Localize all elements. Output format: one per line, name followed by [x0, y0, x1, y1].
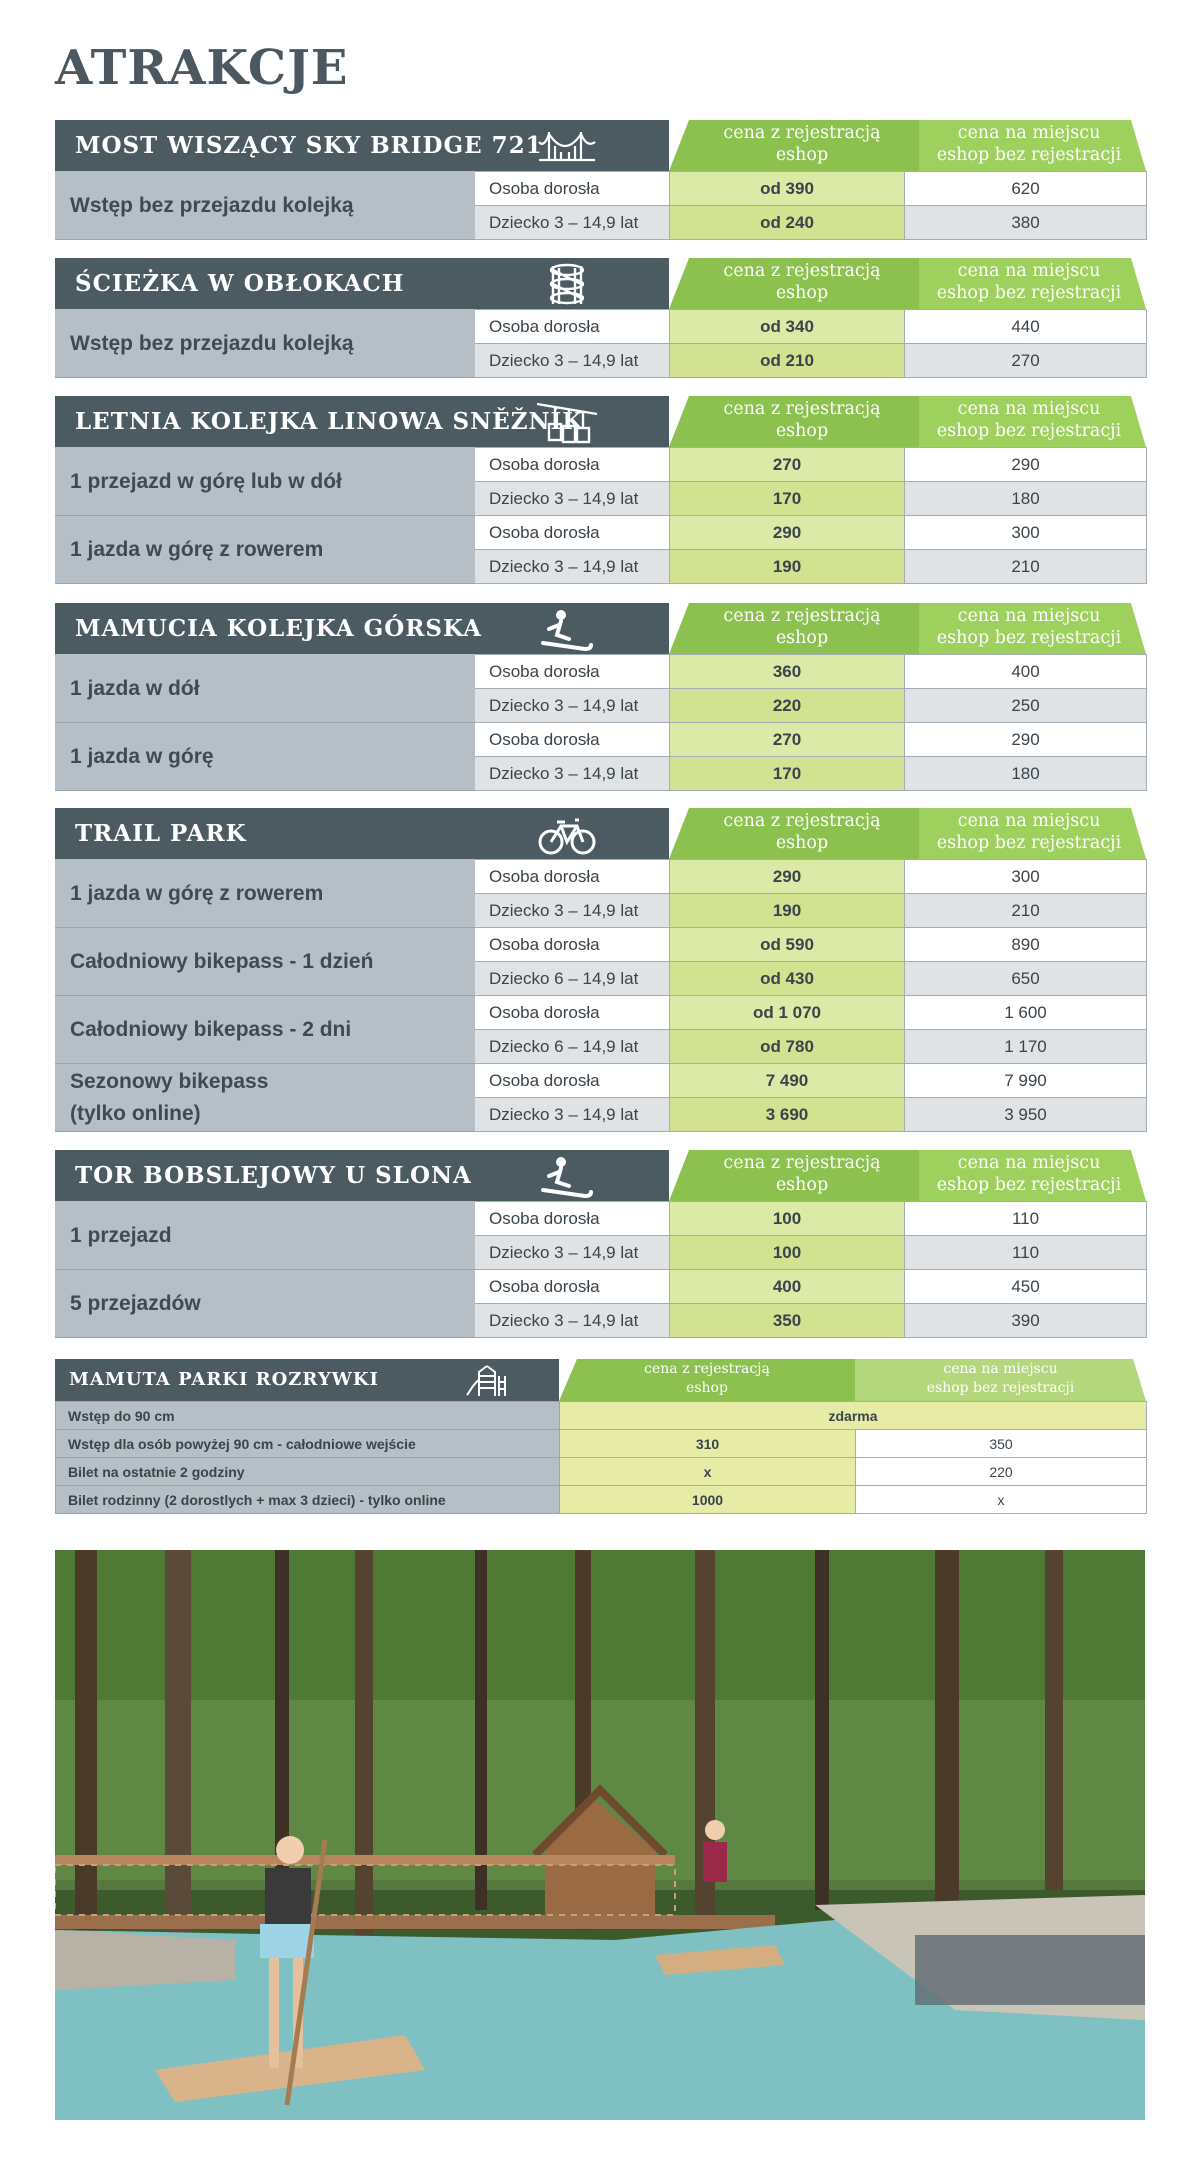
table-row — [56, 1458, 1147, 1486]
price-onsite: 210 — [905, 894, 1147, 928]
table-row — [56, 1202, 1147, 1236]
row-label-line: 1 jazda w górę z rowerem — [70, 881, 324, 905]
section-title: MAMUCIA KOLEJKA GÓRSKA — [75, 615, 482, 642]
price-merged: zdarma — [560, 1402, 1147, 1430]
attraction-section — [55, 120, 1146, 240]
price-onsite: 270 — [905, 344, 1147, 378]
mamuta-col-eshop: cena z rejestracją eshop — [644, 1361, 770, 1396]
attraction-section — [55, 603, 1146, 791]
price-table — [55, 171, 1147, 240]
attraction-section — [55, 258, 1146, 378]
price-table — [55, 1201, 1147, 1338]
table-row — [56, 310, 1147, 344]
visitor-category: Osoba dorosła — [475, 172, 670, 206]
table-row — [56, 928, 1147, 962]
table-row — [56, 448, 1147, 482]
row-label-line: Sezonowy bikepass — [70, 1069, 269, 1093]
forest-water-playground-photo — [55, 1550, 1145, 2120]
bicycle-icon — [535, 812, 599, 856]
price-eshop: od 430 — [670, 962, 905, 996]
mamuta-title: MAMUTA PARKI ROZRYWKI — [69, 1369, 379, 1390]
row-label — [56, 172, 475, 240]
observation-tower-icon — [535, 262, 599, 306]
section-title: TRAIL PARK — [75, 820, 247, 847]
row-label — [56, 928, 475, 996]
price-onsite: 290 — [905, 448, 1147, 482]
row-label-line: 5 przejazdów — [70, 1291, 201, 1315]
price-eshop: 290 — [670, 516, 905, 550]
price-onsite: 180 — [905, 757, 1147, 791]
playground-slide-icon — [465, 1362, 509, 1398]
visitor-category: Dziecko 3 – 14,9 lat — [475, 1304, 670, 1338]
table-row — [56, 516, 1147, 550]
section-title: LETNIA KOLEJKA LINOWA SNĚŽNÍK — [75, 408, 584, 435]
visitor-category: Osoba dorosła — [475, 860, 670, 894]
price-eshop: od 240 — [670, 206, 905, 240]
row-label-line: 1 jazda w górę z rowerem — [70, 537, 324, 561]
row-label — [56, 310, 475, 378]
price-onsite: 620 — [905, 172, 1147, 206]
row-label — [56, 1064, 475, 1132]
table-row — [56, 1064, 1147, 1098]
price-eshop: 170 — [670, 482, 905, 516]
mamuta-col-onsite: cena na miejscu eshop bez rejestracji — [926, 1361, 1075, 1396]
price-onsite: 300 — [905, 516, 1147, 550]
price-onsite: 1 170 — [905, 1030, 1147, 1064]
visitor-category: Dziecko 6 – 14,9 lat — [475, 1030, 670, 1064]
price-table — [55, 654, 1147, 791]
price-eshop: od 340 — [670, 310, 905, 344]
visitor-category: Osoba dorosła — [475, 516, 670, 550]
price-onsite: 400 — [905, 655, 1147, 689]
row-label-line: Wstęp bez przejazdu kolejką — [70, 193, 354, 217]
price-eshop: x — [560, 1458, 856, 1486]
row-label-line: Wstęp bez przejazdu kolejką — [70, 331, 354, 355]
section-title: MOST WISZĄCY SKY BRIDGE 721 — [75, 132, 543, 159]
mamuta-header — [55, 1359, 1146, 1401]
row-label — [56, 723, 475, 791]
table-row — [56, 860, 1147, 894]
col-header-eshop: cena z rejestracją eshop — [723, 261, 881, 303]
visitor-category: Dziecko 3 – 14,9 lat — [475, 894, 670, 928]
price-onsite: 210 — [905, 550, 1147, 584]
price-eshop: 100 — [670, 1236, 905, 1270]
row-label: Wstęp do 90 cm — [56, 1402, 560, 1430]
price-onsite: 250 — [905, 689, 1147, 723]
price-onsite: 110 — [905, 1202, 1147, 1236]
table-row — [56, 1402, 1147, 1430]
price-table — [55, 309, 1147, 378]
col-header-onsite: cena na miejscu eshop bez rejestracji — [936, 606, 1122, 648]
price-eshop: 290 — [670, 860, 905, 894]
row-label-line: Całodniowy bikepass - 2 dni — [70, 1017, 352, 1041]
col-header-onsite: cena na miejscu eshop bez rejestracji — [936, 811, 1122, 853]
table-row — [56, 1486, 1147, 1514]
price-onsite: 450 — [905, 1270, 1147, 1304]
price-onsite: 1 600 — [905, 996, 1147, 1030]
visitor-category: Osoba dorosła — [475, 1202, 670, 1236]
table-row — [56, 723, 1147, 757]
price-eshop: 350 — [670, 1304, 905, 1338]
section-header — [55, 603, 1146, 654]
price-eshop: od 780 — [670, 1030, 905, 1064]
visitor-category: Osoba dorosła — [475, 310, 670, 344]
section-header — [55, 1150, 1146, 1201]
visitor-category: Dziecko 3 – 14,9 lat — [475, 1236, 670, 1270]
row-label — [56, 1202, 475, 1270]
row-label — [56, 996, 475, 1064]
price-onsite: 350 — [856, 1430, 1147, 1458]
page-title: ATRAKCJE — [55, 40, 349, 96]
visitor-category: Dziecko 6 – 14,9 lat — [475, 962, 670, 996]
section-header — [55, 258, 1146, 309]
row-label — [56, 860, 475, 928]
visitor-category: Osoba dorosła — [475, 1270, 670, 1304]
price-onsite: 110 — [905, 1236, 1147, 1270]
attraction-section — [55, 396, 1146, 584]
price-onsite: 220 — [856, 1458, 1147, 1486]
visitor-category: Dziecko 3 – 14,9 lat — [475, 550, 670, 584]
price-onsite: 300 — [905, 860, 1147, 894]
row-label-line: 1 przejazd — [70, 1223, 172, 1247]
table-row — [56, 172, 1147, 206]
row-label — [56, 516, 475, 584]
section-header — [55, 396, 1146, 447]
price-eshop: 190 — [670, 894, 905, 928]
price-eshop: 7 490 — [670, 1064, 905, 1098]
row-label: Wstęp dla osób powyżej 90 cm - całodniowe wejście — [56, 1430, 560, 1458]
row-label-line: Całodniowy bikepass - 1 dzień — [70, 949, 374, 973]
row-label — [56, 448, 475, 516]
visitor-category: Dziecko 3 – 14,9 lat — [475, 757, 670, 791]
visitor-category: Dziecko 3 – 14,9 lat — [475, 689, 670, 723]
visitor-category: Dziecko 3 – 14,9 lat — [475, 344, 670, 378]
visitor-category: Osoba dorosła — [475, 928, 670, 962]
price-onsite: 180 — [905, 482, 1147, 516]
price-onsite: 7 990 — [905, 1064, 1147, 1098]
section-title: ŚCIEŻKA W OBŁOKACH — [75, 270, 405, 297]
section-title: TOR BOBSLEJOWY U SLONA — [75, 1162, 472, 1189]
price-onsite: 890 — [905, 928, 1147, 962]
visitor-category: Osoba dorosła — [475, 996, 670, 1030]
visitor-category: Osoba dorosła — [475, 1064, 670, 1098]
table-row — [56, 1270, 1147, 1304]
price-onsite: x — [856, 1486, 1147, 1514]
row-label-line: (tylko online) — [70, 1101, 201, 1125]
price-onsite: 390 — [905, 1304, 1147, 1338]
price-eshop: 400 — [670, 1270, 905, 1304]
price-eshop: od 1 070 — [670, 996, 905, 1030]
visitor-category: Osoba dorosła — [475, 448, 670, 482]
section-header — [55, 808, 1146, 859]
suspension-bridge-icon — [535, 124, 599, 168]
col-header-eshop: cena z rejestracją eshop — [723, 399, 881, 441]
price-eshop: od 210 — [670, 344, 905, 378]
price-table — [55, 447, 1147, 584]
price-onsite: 380 — [905, 206, 1147, 240]
visitor-category: Dziecko 3 – 14,9 lat — [475, 482, 670, 516]
price-onsite: 650 — [905, 962, 1147, 996]
row-label-line: 1 jazda w dół — [70, 676, 200, 700]
visitor-category: Osoba dorosła — [475, 723, 670, 757]
row-label — [56, 655, 475, 723]
col-header-onsite: cena na miejscu eshop bez rejestracji — [936, 123, 1122, 165]
price-eshop: 270 — [670, 448, 905, 482]
mamuta-section — [55, 1359, 1146, 1514]
price-onsite: 440 — [905, 310, 1147, 344]
price-eshop: 220 — [670, 689, 905, 723]
table-row — [56, 996, 1147, 1030]
sled-rider-icon — [535, 1154, 599, 1198]
attraction-section — [55, 1150, 1146, 1338]
sled-rider-icon — [535, 607, 599, 651]
col-header-eshop: cena z rejestracją eshop — [723, 811, 881, 853]
price-eshop: 100 — [670, 1202, 905, 1236]
price-eshop: 270 — [670, 723, 905, 757]
chairlift-icon — [535, 400, 599, 444]
row-label — [56, 1270, 475, 1338]
row-label: Bilet rodzinny (2 dorostlych + max 3 dzieci) - tylko online — [56, 1486, 560, 1514]
table-row — [56, 1430, 1147, 1458]
col-header-onsite: cena na miejscu eshop bez rejestracji — [936, 261, 1122, 303]
price-onsite: 290 — [905, 723, 1147, 757]
section-header — [55, 120, 1146, 171]
attraction-section — [55, 808, 1146, 1132]
table-row — [56, 655, 1147, 689]
visitor-category: Dziecko 3 – 14,9 lat — [475, 206, 670, 240]
row-label: Bilet na ostatnie 2 godziny — [56, 1458, 560, 1486]
price-eshop: 310 — [560, 1430, 856, 1458]
visitor-category: Osoba dorosła — [475, 655, 670, 689]
price-eshop: 170 — [670, 757, 905, 791]
col-header-eshop: cena z rejestracją eshop — [723, 1153, 881, 1195]
price-eshop: od 590 — [670, 928, 905, 962]
price-eshop: 190 — [670, 550, 905, 584]
mamuta-table — [55, 1401, 1147, 1514]
visitor-category: Dziecko 3 – 14,9 lat — [475, 1098, 670, 1132]
row-label-line: 1 jazda w górę — [70, 744, 214, 768]
row-label-line: 1 przejazd w górę lub w dół — [70, 469, 342, 493]
col-header-onsite: cena na miejscu eshop bez rejestracji — [936, 399, 1122, 441]
price-table — [55, 859, 1147, 1132]
col-header-eshop: cena z rejestracją eshop — [723, 123, 881, 165]
col-header-onsite: cena na miejscu eshop bez rejestracji — [936, 1153, 1122, 1195]
price-eshop: 3 690 — [670, 1098, 905, 1132]
price-onsite: 3 950 — [905, 1098, 1147, 1132]
price-eshop: 1000 — [560, 1486, 856, 1514]
price-eshop: 360 — [670, 655, 905, 689]
col-header-eshop: cena z rejestracją eshop — [723, 606, 881, 648]
price-eshop: od 390 — [670, 172, 905, 206]
